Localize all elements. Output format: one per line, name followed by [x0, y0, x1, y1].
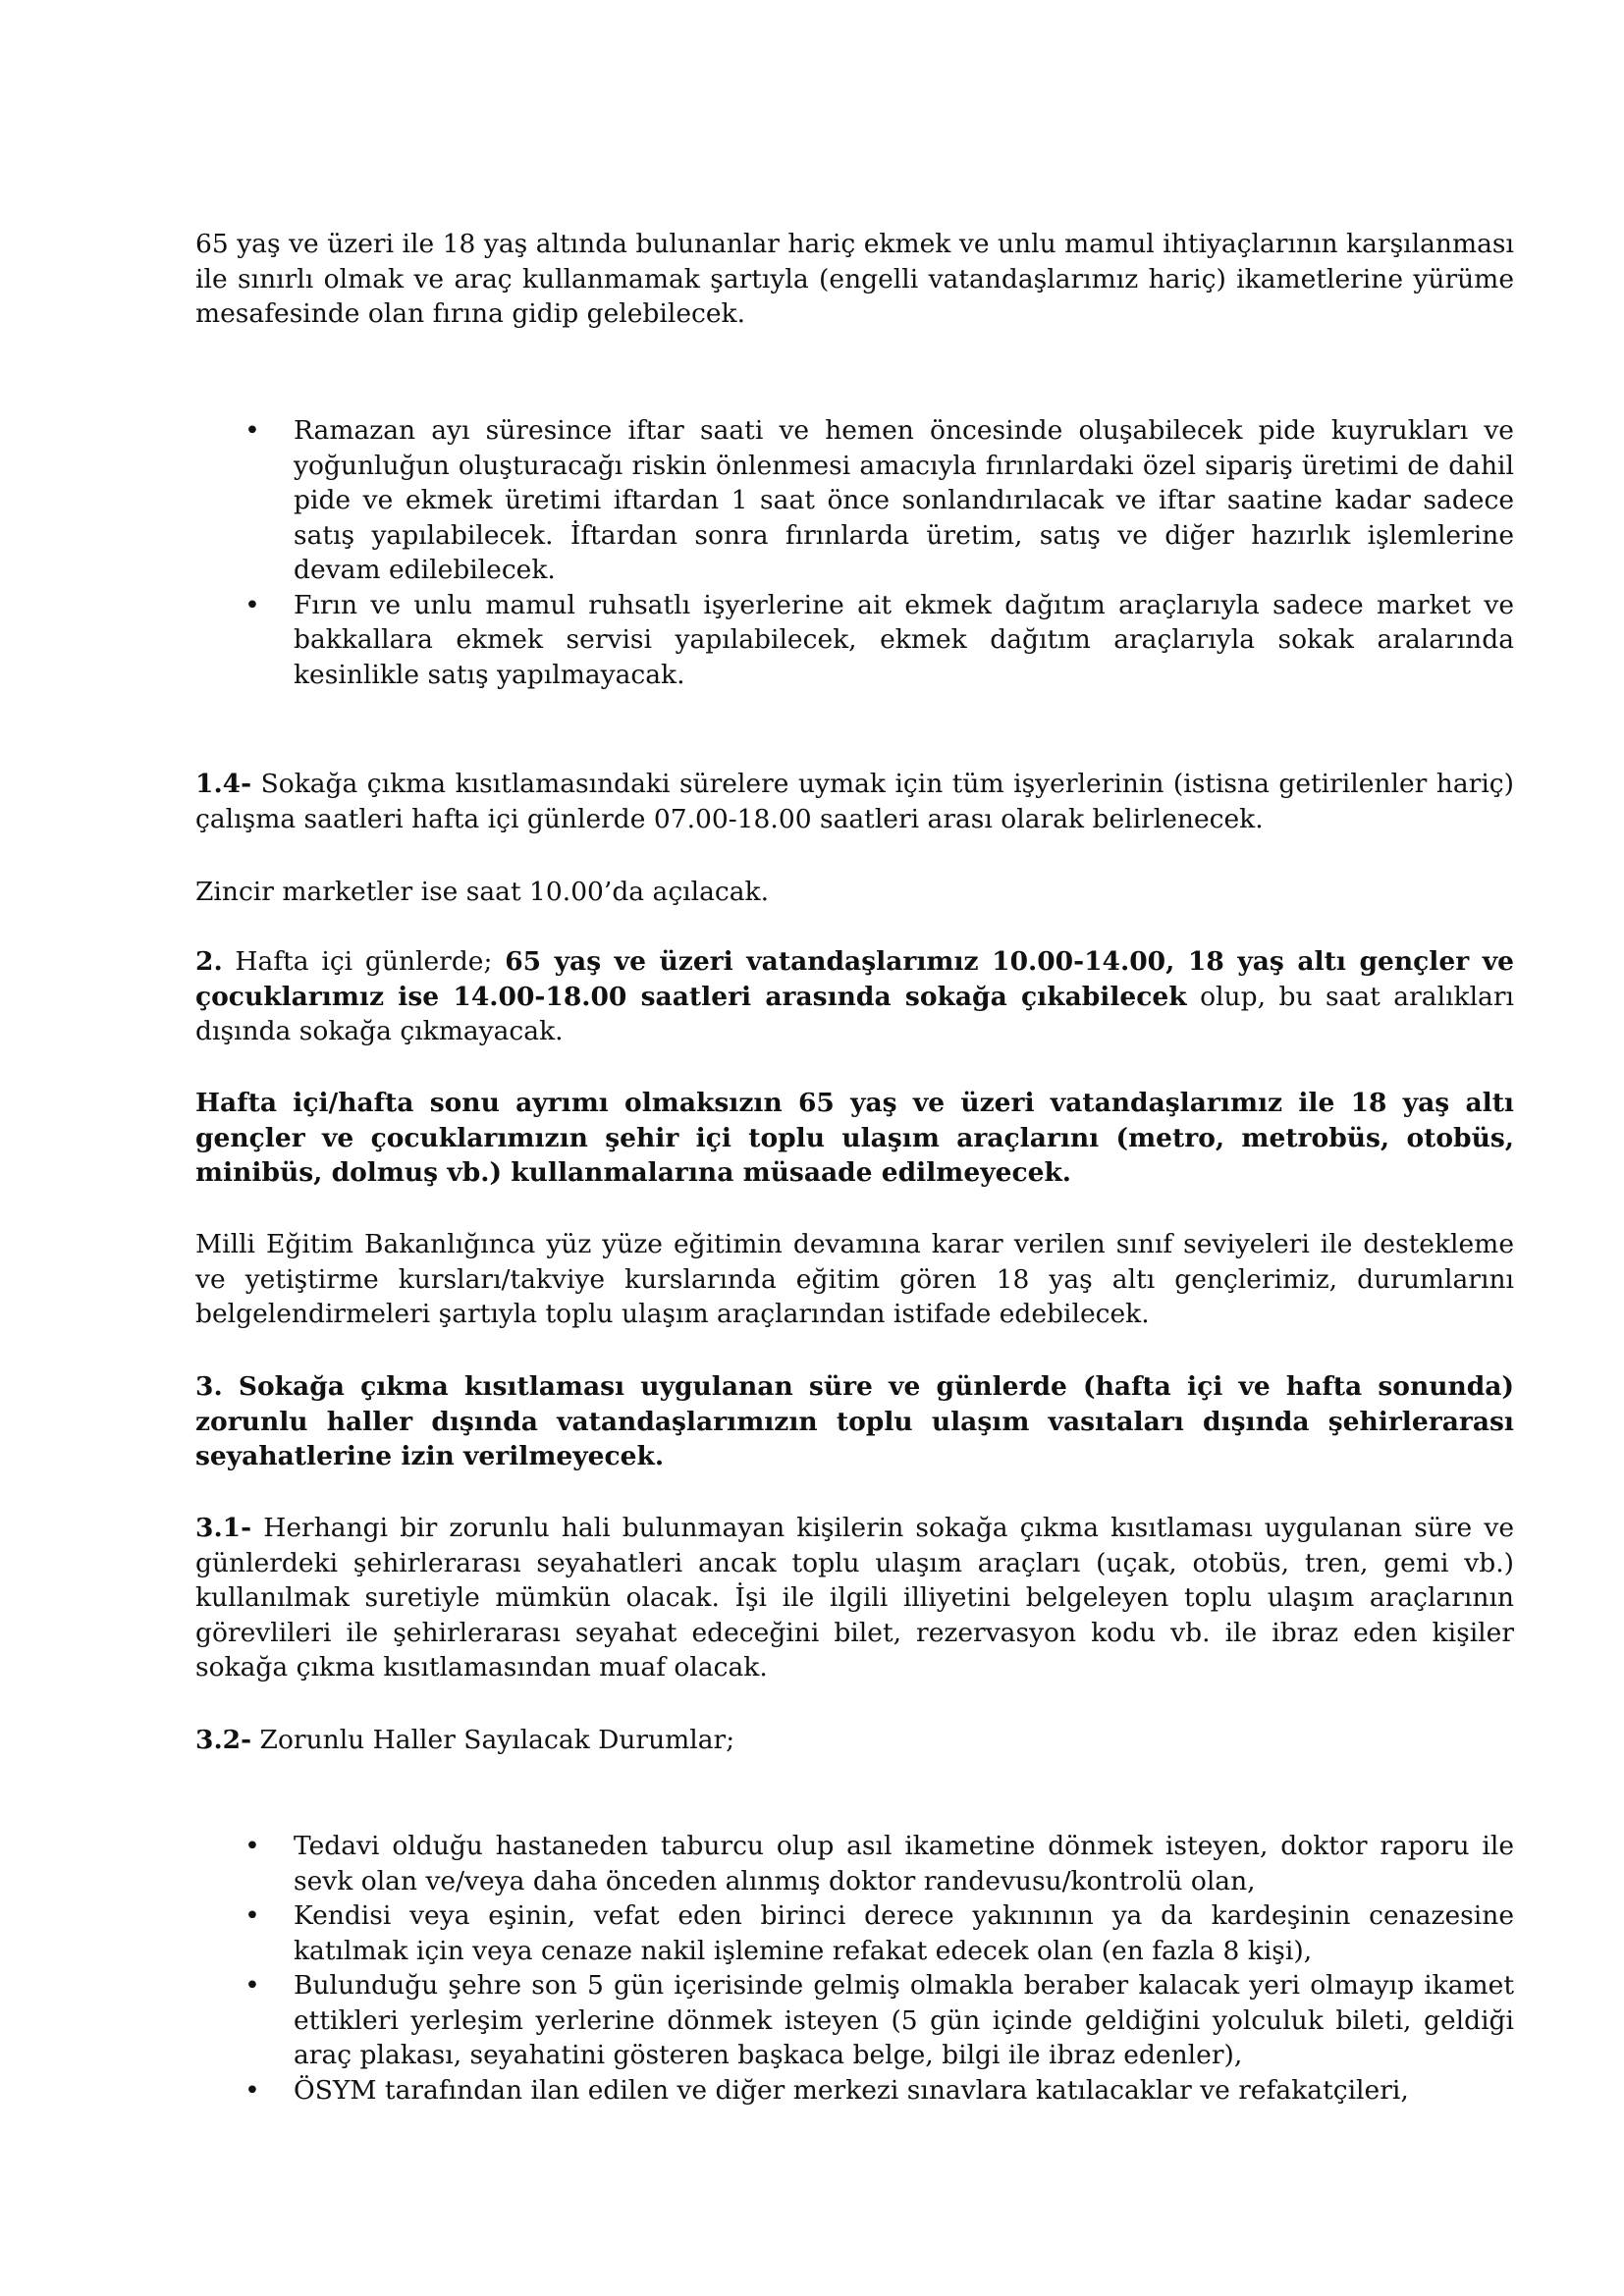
list-item [195, 1829, 1514, 1898]
bullet-icon: • [244, 1970, 260, 2001]
paragraph-education-exemption: Milli Eğitim Bakanlığınca yüz yüze eğitimin devamına karar verilen sınıf seviyeleri ile destekleme ve yetiştirme kursları/takviye kurslarında eğitim gören 18 yaş altı gençlerimiz, durumlarını belgelendirmeleri şartıyla toplu ulaşım araçlarından istifade edebilecek. [195, 1229, 1514, 1329]
paragraph-chain-markets: Zincir marketler ise saat 10.00’da açılacak. [195, 877, 770, 907]
section-text: Herhangi bir zorunlu hali bulunmayan kişilerin sokağa çıkma kısıtlaması uygulanan süre ve günlerdeki şehirlerarası seyahatleri ancak toplu ulaşım araçları (uçak, otobüs, tren, gemi vb.) kullanılmak suretiyle mümkün olacak. İşi ile ilgili illiyetini belgeleyen toplu ulaşım araçlarının görevlileri ile şehirlerarası seyahat edeceğini bilet, rezervasyon kodu vb. ile ibraz eden kişiler sokağa çıkma kısıtlamasından muaf olacak. [195, 1513, 1514, 1682]
section-number: 3.1- [195, 1513, 252, 1543]
bullet-icon: • [244, 1900, 260, 1931]
section-bold-text: 65 yaş ve üzeri vatandaşlarımız 10.00-14.00, 18 yaş altı gençler ve çocuklarımız ise 14.00-18.00 saatleri arasında sokağa çıkabilecek [195, 946, 1514, 1012]
section-tail: olup, bu saat aralıkları dışında sokağa çıkmayacak. [195, 981, 1515, 1046]
bullet-icon: • [244, 415, 260, 446]
section-number: 3.2- [195, 1725, 252, 1755]
list-item-text: Ramazan ayı süresince iftar saati ve hemen öncesinde oluşabilecek pide kuyrukları ve yoğunluğun oluşturacağı riskin önlenmesi amacıyla fırınlardaki özel sipariş üretimi de dahil pide ve ekmek üretimi iftardan 1 saat önce sonlandırılacak ve iftar saatine kadar sadece satış yapılabilecek. İftardan sonra fırınlarda üretim, satış ve diğer hazırlık işlemlerine devam edilebilecek. [294, 415, 1514, 585]
section-3-heading: 3. Sokağa çıkma kısıtlaması uygulanan süre ve günlerde (hafta içi ve hafta sonunda) zorunlu haller dışında vatandaşlarımızın toplu ulaşım vasıtaları dışında şehirlerarası seyahatlerine izin verilmeyecek. [195, 1371, 1514, 1471]
list-item-text: Kendisi veya eşinin, vefat eden birinci derece yakınının ya da kardeşinin cenazesine katılmak için veya cenaze nakil işlemine refakat edecek olan (en fazla 8 kişi), [294, 1900, 1514, 1966]
section-number: 1.4- [195, 769, 252, 799]
list-item-text: Tedavi olduğu hastaneden taburcu olup asıl ikametine dönmek isteyen, doktor raporu ile sevk olan ve/veya daha önceden alınmış doktor randevusu/kontrolü olan, [294, 1831, 1514, 1896]
paragraph-bakery-permission: 65 yaş ve üzeri ile 18 yaş altında bulunanlar hariç ekmek ve unlu mamul ihtiyaçlarının karşılanması ile sınırlı olmak ve araç kullanmamak şartıyla (engelli vatandaşlarımız hariç) ikametlerine yürüme mesafesinde olan fırına gidip gelebilecek. [195, 229, 1514, 329]
list-item-text: Bulunduğu şehre son 5 gün içerisinde gelmiş olmakla beraber kalacak yeri olmayıp ikamet ettikleri yerleşim yerlerine dönmek isteyen (5 gün içinde geldiğini yolculuk bileti, geldiği araç plakası, seyahatini gösteren başkaca belge, bilgi ile ibraz edenler), [294, 1970, 1514, 2070]
section-3-2 [195, 1723, 1514, 1758]
bullet-list-bakery [195, 413, 1514, 692]
list-item [195, 1968, 1514, 2073]
section-3-1 [195, 1511, 1514, 1685]
section-text: Zorunlu Haller Sayılacak Durumlar; [251, 1725, 735, 1755]
list-item [195, 2073, 1514, 2109]
section-1-4 [195, 767, 1514, 836]
list-item [195, 588, 1514, 693]
list-item [195, 1898, 1514, 1968]
bullet-icon: • [244, 2074, 260, 2106]
bullet-icon: • [244, 1831, 260, 1861]
bullet-list-mandatory-cases [195, 1829, 1514, 2108]
list-item [195, 413, 1514, 588]
list-item-text: Fırın ve unlu mamul ruhsatlı işyerlerine ait ekmek dağıtım araçlarıyla sadece market ve bakkallara ekmek servisi yapılabilecek, ekmek dağıtım araçlarıyla sokak aralarında kesinlikle satış yapılmayacak. [294, 589, 1514, 690]
section-2 [195, 944, 1514, 1049]
section-text: Sokağa çıkma kısıtlamasındaki sürelere uymak için tüm işyerlerinin (istisna getirilenler hariç) çalışma saatleri hafta içi günlerde 07.00-18.00 saatleri arası olarak belirlenecek. [195, 769, 1514, 834]
paragraph-public-transport-ban: Hafta içi/hafta sonu ayrımı olmaksızın 65 yaş ve üzeri vatandaşlarımız ile 18 yaş altı gençler ve çocuklarımızın şehir içi toplu ulaşım araçlarını (metro, metrobüs, otobüs, minibüs, dolmuş vb.) kullanmalarına müsaade edilmeyecek. [195, 1088, 1514, 1188]
bullet-icon: • [244, 589, 260, 620]
section-number: 2. [195, 946, 223, 977]
section-lead: Hafta içi günlerde; [222, 946, 506, 977]
list-item-text: ÖSYM tarafından ilan edilen ve diğer merkezi sınavlara katılacaklar ve refakatçileri, [294, 2074, 1409, 2106]
